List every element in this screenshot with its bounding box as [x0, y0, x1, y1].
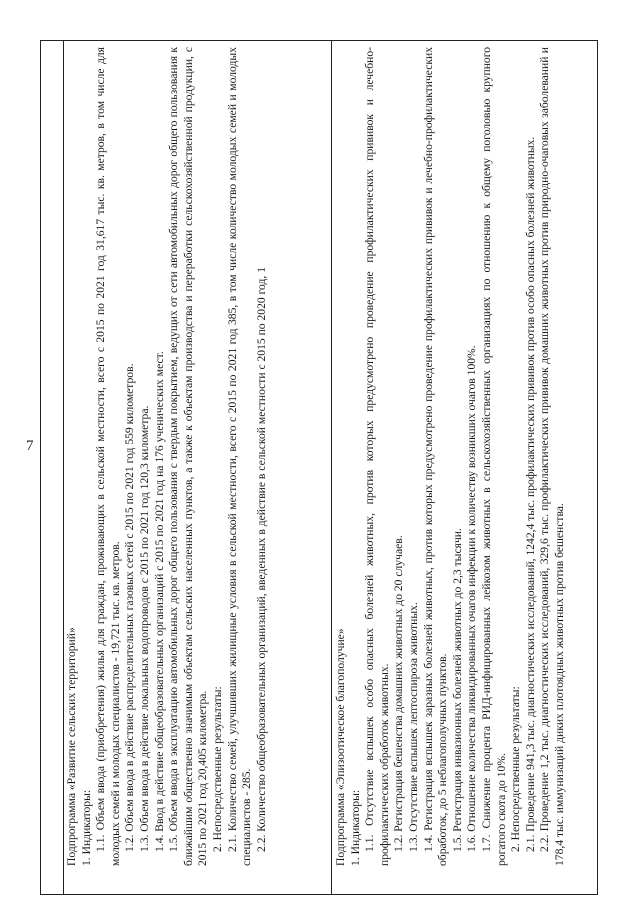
- subprogram-rural-development: [65, 47, 269, 866]
- column-divider: [63, 41, 64, 894]
- text-line: 1.5. Объем ввода в эксплуатацию автомобильных дорог общего пользования с твердым покрытием, ведущих от сети автомобильных дорог общего пользования к ближайшим общественно значимым объектам сельских населенных пунктов, а также к объектам производства и переработки сельскохозяйственной продукции, с 2015 по 2021 год 20,405 километра.: [167, 47, 210, 866]
- text-line: 1.3. Отсутствие вспышек лептоспироза животных.: [406, 602, 420, 852]
- page-number: 7: [26, 438, 34, 454]
- text-line: 1.1. Объем ввода (приобретения) жилья для граждан, проживающих в сельской местности, всего с 2015 по 2021 год 31,617 тыс. кв. метров, в том числе для молодых семей и молодых специалистов - 19,721 тыс. кв. метров.: [94, 47, 122, 866]
- text-line: 2. Непосредственные результаты:: [210, 686, 224, 852]
- text-line: 2.1. Проведение 941,3 тыс. диагностических исследований, 1242,4 тыс. профилактических прививок против особо опасных болезней животных.: [523, 136, 537, 852]
- text-line: 2.2. Количество общеобразовательных организаций, введенных в действие в сельской местности с 2015 по 2020 год, 1: [254, 266, 268, 852]
- text-line: 1.2. Объем ввода в действие распределительных газовых сетей с 2015 по 2021 год 559 километров.: [123, 363, 137, 852]
- subprogram-epizootic-welfare: [334, 47, 568, 866]
- text-line: 1.2. Регистрация бешенства домашних животных до 20 случаев.: [392, 535, 406, 852]
- subprogram-title: Подпрограмма «Развитие сельских территорий»: [65, 627, 78, 866]
- text-line: 1.6. Отношение количества ликвидированных очагов инфекции к количеству возникших очагов 100%.: [465, 345, 479, 852]
- text-line: 1.4. Ввод в действие общеобразовательных организаций с 2015 по 2021 год на 176 ученических мест.: [152, 351, 166, 852]
- subprogram-title: Подпрограмма «Эпизоотическое благополучие»: [334, 628, 347, 866]
- text-line: 1.1. Отсутствие вспышек особо опасных болезней животных, против которых предусмотрено проведение профилактических прививок и лечебно-профилактических обработок животных.: [363, 47, 391, 866]
- text-line: 1.5. Регистрация инвазионных болезней животных до 2,3 тысячи.: [450, 528, 464, 852]
- text-line: 2.2. Проведение 1,2 тыс. диагностических исследований, 329,6 тыс. профилактических прививок домашних животных против природно-очаговых заболеваний и 178,4 тыс. иммунизаций диких плотоядных животных против бешенства.: [538, 47, 566, 866]
- row-divider: [331, 41, 332, 894]
- program-table: [40, 40, 598, 895]
- text-line: 2. Непосредственные результаты:: [509, 686, 523, 852]
- text-line: 1. Индикаторы:: [348, 789, 362, 866]
- text-line: 1.7. Снижение процента РИД-инфицированных лейкозом животных в сельскохозяйственных организациях по отношению к общему поголовью крупного рогатого скота до 10%.: [479, 47, 508, 866]
- text-line: 1.4. Регистрация вспышек заразных болезней животных, против которых предусмотрено проведение профилактических прививок и лечебно-профилактических обработок, до 5 неблагополучных пунктов.: [421, 47, 450, 866]
- text-line: 1. Индикаторы:: [79, 789, 93, 866]
- text-line: 2.1. Количество семей, улучшивших жилищные условия в сельской местности, всего с 2015 по 2021 год 385, в том числе количество молодых семей и молодых специалистов - 285.: [225, 47, 254, 866]
- text-line: 1.3. Объем ввода в действие локальных водопроводов с 2015 по 2021 год 120,3 километра.: [137, 405, 151, 852]
